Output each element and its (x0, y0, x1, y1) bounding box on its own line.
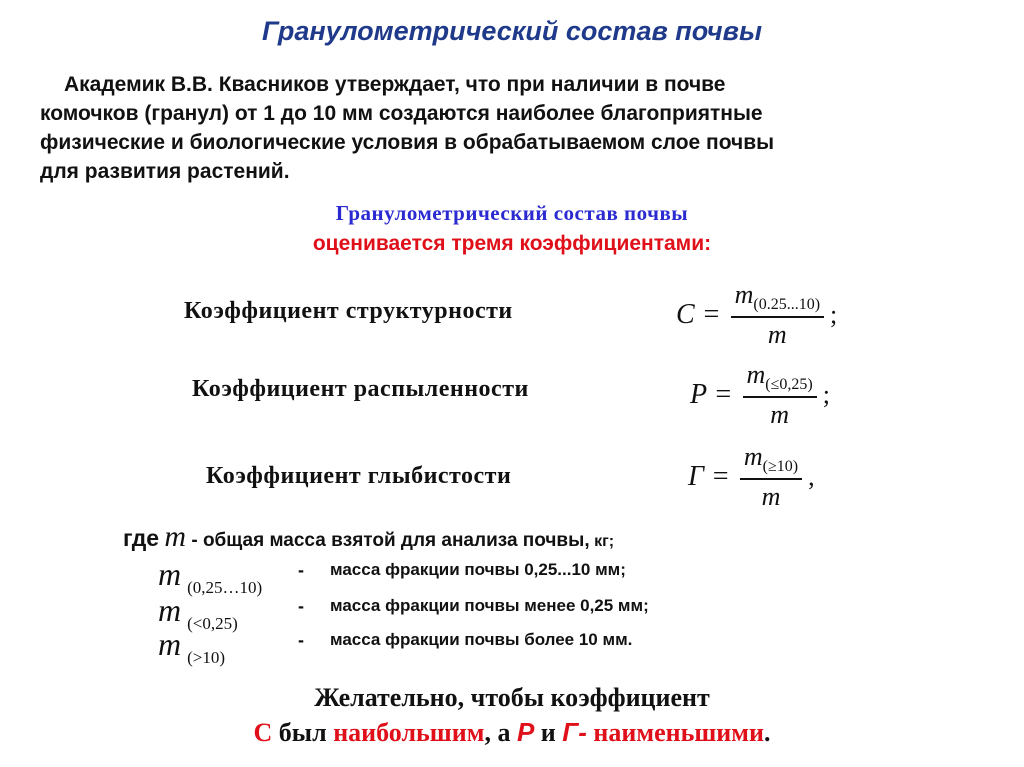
intro-paragraph (40, 70, 980, 186)
formula-numerator: $m_{(0.25...10)}$ (734, 280, 821, 313)
formula-denominator: m (767, 319, 787, 349)
coef-cloddiness-label: Коэффициент глыбистости (206, 463, 512, 489)
definition-row: m (>10) - масса фракции почвы более 10 мм. (158, 626, 633, 667)
intro-line-3: физические и биологические условия в обрабатываемом слое почвы (40, 131, 775, 154)
formula-fraction (731, 280, 824, 350)
definition-row: m (<0,25) - масса фракции почвы менее 0,25 мм; (158, 592, 649, 633)
formula-lhs: P = (690, 378, 733, 410)
coef-dispersion-formula (690, 360, 830, 430)
definition-total-mass: где m - общая масса взятой для анализа почвы, кг; (123, 520, 615, 553)
formula-denominator: m (761, 481, 781, 511)
formula-lhs: Г = (688, 460, 730, 492)
conclusion-line-1: Желательно, чтобы коэффициент (314, 683, 710, 712)
subtitle-line-2: оценивается тремя коэффициентами: (312, 232, 712, 255)
slide-title: Гранулометрический состав почвы (261, 16, 763, 46)
intro-line-1: Академик В.В. Квасников утверждает, что при наличии в почве (64, 73, 726, 96)
formula-fraction (743, 360, 817, 430)
definition-row: m (0,25…10) - масса фракции почвы 0,25...10 мм; (158, 556, 626, 597)
formula-lhs: C = (676, 298, 721, 330)
formula-punct: , (808, 461, 815, 491)
coef-dispersion-label: Коэффициент распыленности (192, 376, 529, 402)
subtitle-line-1: Гранулометрический состав почвы (335, 201, 689, 225)
intro-line-2: комочков (гранул) от 1 до 10 мм создаются наиболее благоприятные (40, 102, 763, 125)
formula-numerator: $m_{(\ge 10)}$ (743, 442, 799, 475)
coef-structure-label: Коэффициент структурности (184, 298, 513, 324)
formula-punct: ; (830, 299, 838, 329)
intro-line-4: для развития растений. (40, 160, 290, 183)
coef-structure-formula (676, 280, 837, 350)
formula-fraction (740, 442, 802, 512)
formula-denominator: m (770, 399, 790, 429)
formula-numerator: $m_{(\le 0,25)}$ (746, 360, 813, 393)
conclusion-line-2: С был наибольшим, а Р и Г- наименьшими. (253, 717, 771, 747)
coef-cloddiness-formula (688, 442, 815, 512)
formula-punct: ; (822, 379, 830, 409)
